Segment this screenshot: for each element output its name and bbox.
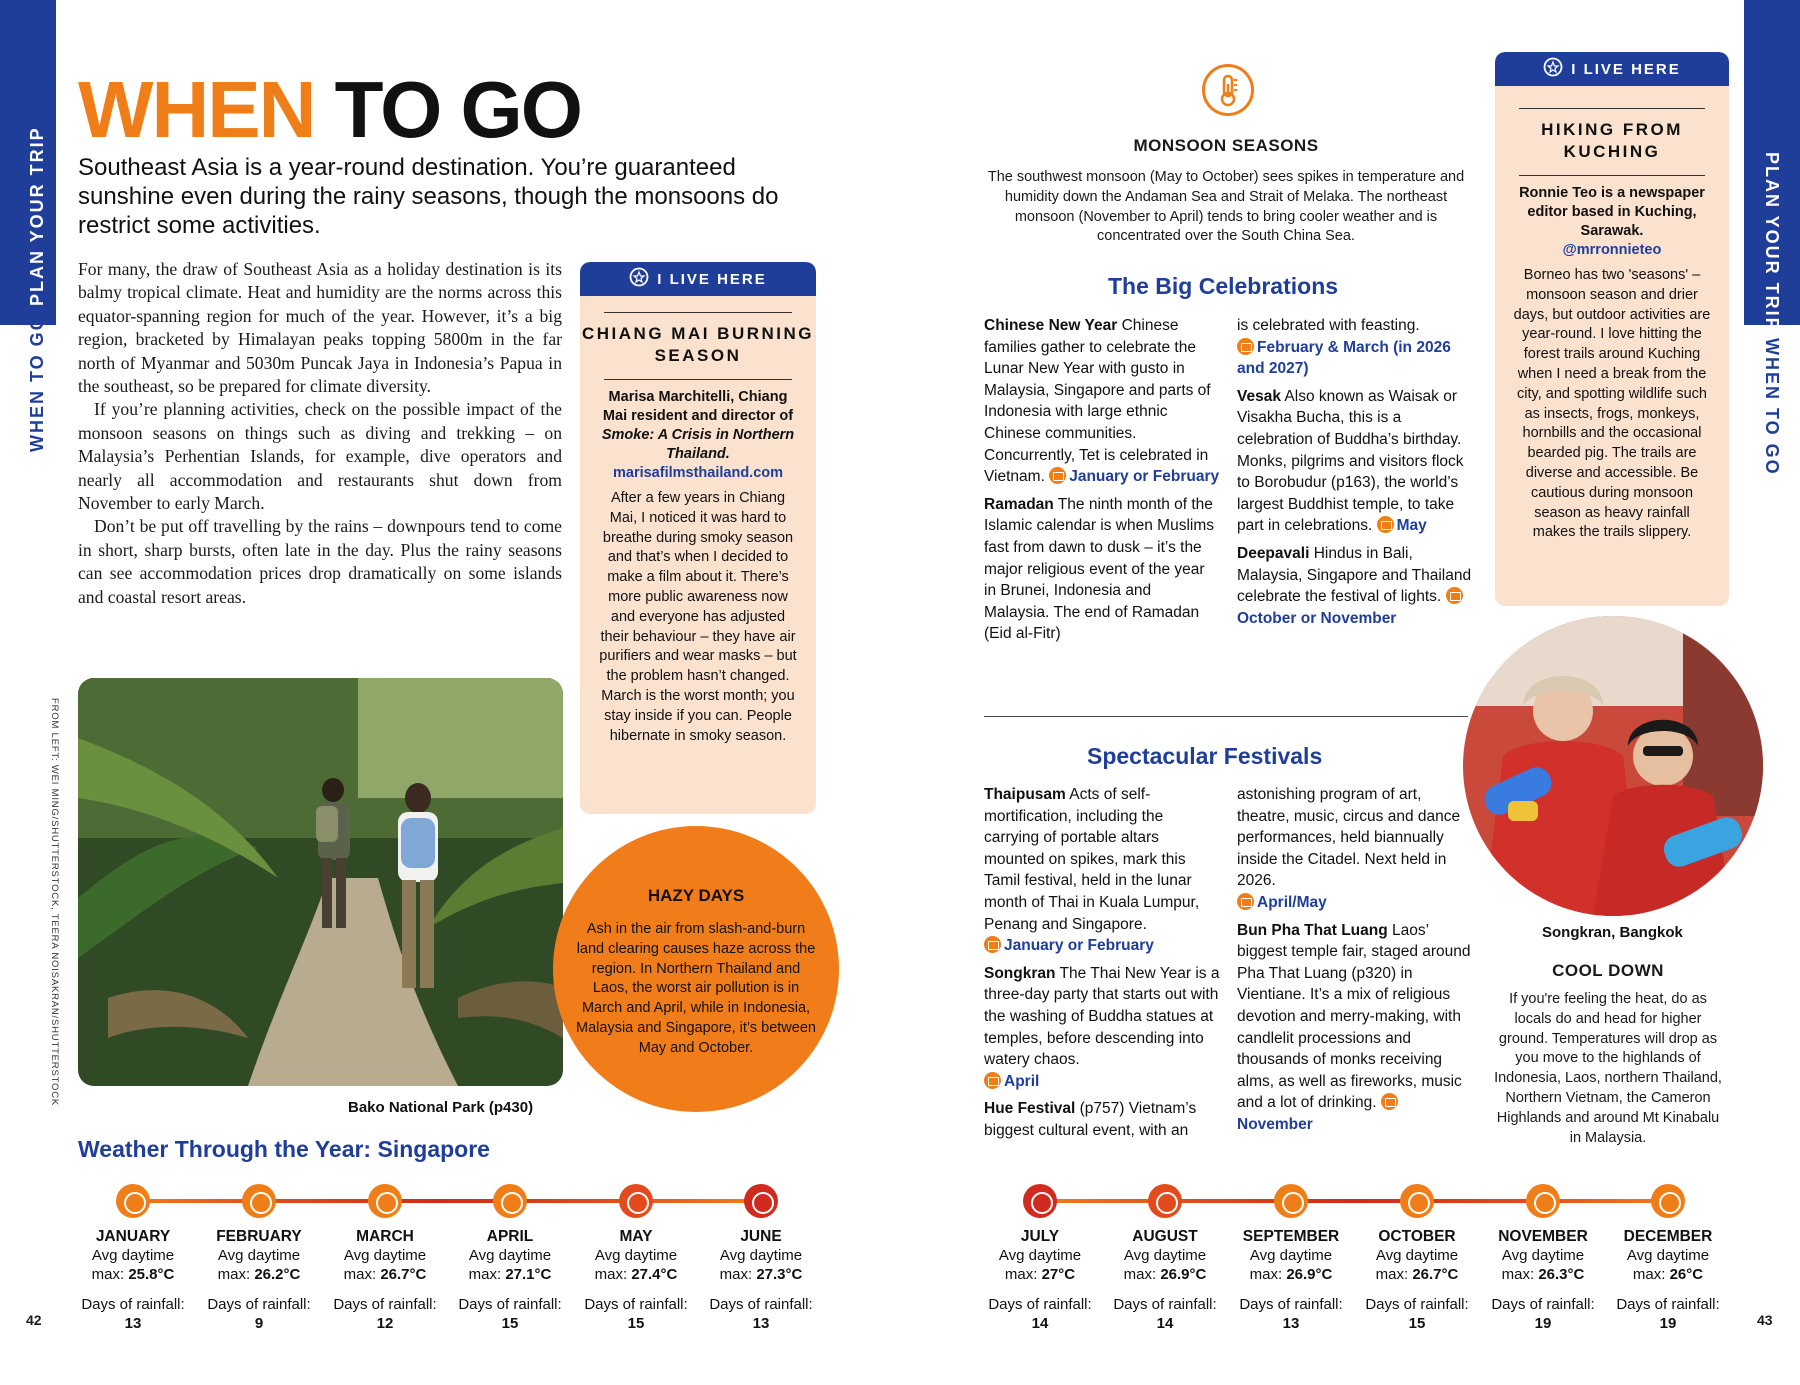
weather-heading: Weather Through the Year: Singapore [78,1136,490,1162]
calendar-icon [984,936,1001,953]
temp-label: Avg daytime [1123,1247,1207,1264]
month-name: MARCH [356,1228,414,1245]
film-title: Smoke: A Crisis in Northern Thailand. [601,427,795,462]
card-link[interactable]: marisafilmsthailand.com [612,465,784,481]
hazy-days-circle [553,826,839,1112]
cloud-sun-icon [1400,1184,1434,1218]
month-name: NOVEMBER [1498,1228,1588,1245]
songkran-photo [1463,616,1763,916]
rain-label: Days of rainfall: [333,1295,437,1313]
live-here-card-chiang-mai [580,262,816,814]
month-name: OCTOBER [1378,1228,1456,1245]
card-title: HIKING FROM KUCHING [1541,120,1683,161]
rain-label: Days of rainfall: [207,1295,311,1313]
temp-label: Avg daytime [594,1247,678,1264]
rain-value: 9 [254,1315,264,1333]
event-chinese-new-year: Chinese New Year Chinese families gather to celebrate the Lunar New Year with gusto in Malaysia, Singapore and parts of Indonesia with large ethnic Chinese communities. Concurrently, Tet is celebrated in Vietnam. January or February [984,317,1220,486]
sun-icon [1274,1184,1308,1218]
event-thaipusam: Thaipusam Acts of self-mortification, including the carrying of portable altars mounted on spikes, mark this Tamil festival, held in the lunar month of Thai in Kuala Lumpur, Penang and Singapore. January or February [984,786,1200,955]
month-may [573,1184,699,1334]
section-divider [984,716,1468,717]
cloud-rain-sun-icon [1526,1184,1560,1218]
right-tab-label: PLAN YOUR TRIP [1762,152,1782,332]
temp-value: max: 27.3°C [719,1266,803,1284]
right-section-label: WHEN TO GO [1762,338,1782,476]
card-author: Ronnie Teo is a newspaper editor based in Kuching, Sarawak. [1519,185,1705,239]
card-body: After a few years in Chiang Mai, I noticed it was hard to breathe during smoky season and that’s when I decided to make a film about it. There’s more public awareness now and everyone has adjusted their behaviour – they have air purifiers and wear masks – but the problem hasn’t changed. March is the worst month; you stay inside if you can. People hibernate in smoky season. [599,490,797,744]
live-here-header [1495,52,1729,86]
month-march [322,1184,448,1334]
page-number-right: 43 [1757,1312,1773,1328]
cloud-sun-icon [368,1184,402,1218]
rain-label: Days of rainfall: [1365,1295,1469,1313]
rain-label: Days of rainfall: [988,1295,1092,1313]
title-when: WHEN [78,65,315,154]
month-november [1480,1184,1606,1334]
monsoon-title: MONSOON SEASONS [1133,136,1319,155]
intro-body [78,258,562,609]
rain-label: Days of rainfall: [1113,1295,1217,1313]
rain-label: Days of rainfall: [1491,1295,1595,1313]
calendar-icon [984,1072,1001,1089]
month-september [1228,1184,1354,1334]
temp-label: Avg daytime [343,1247,427,1264]
festivals-col-2 [1237,784,1473,1136]
event-ramadan-cont: is celebrated with feasting. February & March (in 2026 and 2027) [1237,317,1451,378]
event-songkran: Songkran The Thai New Year is a three-day party that starts out with the washing of Buddha statues at temples, before descending into watery chaos. April [984,964,1220,1090]
rain-value: 19 [1659,1315,1677,1333]
hazy-body: Ash in the air from slash-and-burn land clearing causes haze across the region. In Northern Thailand and Laos, the worst air pollution is in March and April, while in Indonesia, Malaysia and Singapore, it’s between May and October. [576,921,816,1056]
rain-value: 12 [376,1315,394,1333]
temp-value: max: 26.7°C [1375,1266,1459,1284]
temp-label: Avg daytime [1249,1247,1333,1264]
card-rule [604,379,792,380]
photo-credit: FROM LEFT: WEI MING/SHUTTERSTOCK, TEERA NOISAKRAN/SHUTTERSTOCK [49,698,60,1107]
page-title [78,65,581,154]
card-rule [604,312,792,313]
photo-caption: Bako National Park (p430) [348,1099,534,1116]
month-october [1354,1184,1480,1334]
cool-down-title: COOL DOWN [1552,961,1664,980]
title-to-go: TO GO [334,65,581,154]
temp-label: Avg daytime [1501,1247,1585,1264]
rain-value: 13 [1282,1315,1300,1333]
month-name: JULY [1020,1228,1060,1245]
rain-value: 14 [1156,1315,1174,1333]
cloud-rain-sun-icon [1651,1184,1685,1218]
rain-label: Days of rainfall: [1616,1295,1720,1313]
rain-value: 13 [752,1315,770,1333]
page-number-left: 42 [26,1312,42,1328]
month-name: FEBRUARY [216,1228,302,1245]
month-april [447,1184,573,1334]
month-august [1102,1184,1228,1334]
rain-value: 19 [1534,1315,1552,1333]
temp-label: Avg daytime [719,1247,803,1264]
hazy-title: HAZY DAYS [647,886,745,905]
sun-icon [744,1184,778,1218]
event-bun-pha-that-luang: Bun Pha That Luang Laos’ biggest temple fair, staged around Pha That Luang (p320) in Vientiane. It’s a mix of religious devotion and merry-making, with candlelit processions and thousands of monks receiving alms, as well as fireworks, music and a lot of drinking. November [1237,921,1471,1133]
calendar-icon [1381,1093,1398,1110]
event-hue-festival: Hue Festival (p757) Vietnam’s biggest cultural event, with an [984,1100,1197,1139]
card-author [580,388,816,464]
sun-icon [619,1184,653,1218]
cool-down-body: If you're feeling the heat, do as locals do and head for higher ground. Temperatures will drop as you move to the highlands of Indonesia, Laos, northern Thailand, Northern Vietnam, the Cameron Highlands and around Mt Kinabalu in Malaysia. [1494,991,1722,1146]
monsoon-body: The southwest monsoon (May to October) sees spikes in temperature and humidity down the Andaman Sea and Strait of Melaka. The northeast monsoon (November to April) tends to bring cooler weather and is concentrated over the South China Sea. [987,169,1465,245]
body-paragraph-3: Don’t be put off travelling by the rains – downpours tend to come in short, sharp bursts, often late in the day. Plus the rainy seasons can see accommodation prices drop dramatically on some islands and coastal resort areas. [78,516,562,607]
temp-value: max: 27°C [1004,1266,1076,1284]
calendar-icon [1237,893,1254,910]
temp-value: max: 26°C [1632,1266,1704,1284]
month-name: JANUARY [95,1228,171,1245]
calendar-icon [1049,467,1066,484]
cloud-rain-sun-icon [116,1184,150,1218]
temp-value: max: 26.9°C [1249,1266,1333,1284]
rain-value: 14 [1031,1315,1049,1333]
card-title: CHIANG MAI BURNING SEASON [582,324,814,365]
temp-value: max: 27.4°C [594,1266,678,1284]
temp-label: Avg daytime [217,1247,301,1264]
rain-label: Days of rainfall: [1239,1295,1343,1313]
rain-label: Days of rainfall: [584,1295,688,1313]
temp-value: max: 26.9°C [1123,1266,1207,1284]
rain-label: Days of rainfall: [709,1295,813,1313]
month-december [1605,1184,1731,1334]
sun-icon [1148,1184,1182,1218]
temp-label: Avg daytime [1626,1247,1710,1264]
live-here-label: I LIVE HERE [1571,60,1681,78]
festivals-col-1 [984,784,1220,1142]
card-rule [1519,175,1705,176]
temp-label: Avg daytime [1375,1247,1459,1264]
bako-national-park-photo [78,678,563,1086]
badge-icon [629,267,649,291]
rain-value: 15 [627,1315,645,1333]
sun-icon [1023,1184,1057,1218]
body-paragraph-2: If you’re planning activities, check on the possible impact of the monsoon seasons on things such as diving and trekking – on Malaysia’s Perhentian Islands, for example, dive operators and nearly all accommodation and restaurants shut down from November to early March. [78,399,562,514]
rain-label: Days of rainfall: [81,1295,185,1313]
temp-value: max: 26.7°C [343,1266,427,1284]
month-name: JUNE [740,1228,782,1245]
celebrations-col-2 [1237,315,1473,629]
rain-label: Days of rainfall: [458,1295,562,1313]
month-name: DECEMBER [1623,1228,1713,1245]
month-name: AUGUST [1132,1228,1198,1245]
left-tab-label: PLAN YOUR TRIP [27,126,47,306]
month-name: MAY [619,1228,653,1245]
calendar-icon [1237,338,1254,355]
temp-label: Avg daytime [998,1247,1082,1264]
live-here-header [580,262,816,296]
live-here-label: I LIVE HERE [657,270,767,288]
live-here-card-kuching [1495,52,1729,606]
event-ramadan: Ramadan The ninth month of the Islamic calendar is when Muslims fast from dawn to dusk – it’s the major religious event of the year in Brunei, Indonesia and Malaysia. The end of Ramadan (Eid al-Fitr) [984,495,1214,643]
month-name: SEPTEMBER [1242,1228,1340,1245]
cloud-sun-icon [493,1184,527,1218]
card-link[interactable]: @mrronnieteo [1562,242,1662,258]
card-rule [1519,108,1705,109]
badge-icon [1543,57,1563,81]
author-text: Marisa Marchitelli, Chiang Mai resident and director of [602,389,794,424]
cloud-sun-icon [242,1184,276,1218]
celebrations-col-1 [984,315,1220,645]
temp-value: max: 26.2°C [217,1266,301,1284]
celebrations-heading: The Big Celebrations [1108,273,1339,299]
month-february [196,1184,322,1334]
month-june [698,1184,824,1334]
rain-value: 13 [124,1315,142,1333]
left-section-label: WHEN TO GO [27,314,47,452]
thermometer-icon [1202,64,1254,116]
temp-value: max: 25.8°C [91,1266,175,1284]
temp-value: max: 26.3°C [1501,1266,1585,1284]
calendar-icon [1446,587,1463,604]
body-paragraph-1: For many, the draw of Southeast Asia as a holiday destination is its balmy tropical climate. Heat and humidity are the norms across this equator-spanning region for much of the year. However, it’s a big region, bracketed by Himalayan peaks topping 5800m in the far north of Myanmar and 5030m Puncak Jaya in Indonesia’s Papua in the southeast, so be prepared for climate diversity. [78,259,562,397]
event-vesak: Vesak Also known as Waisak or Visakha Bucha, this is a celebration of Buddha’s birthday. Monks, pilgrims and visitors flock to Borobudur (p163), the world’s largest Buddhist temple, to take part in celebrations. May [1237,387,1464,535]
rain-value: 15 [501,1315,519,1333]
month-january [70,1184,196,1334]
festivals-heading: Spectacular Festivals [1087,743,1323,769]
temp-label: Avg daytime [91,1247,175,1264]
lede-paragraph: Southeast Asia is a year-round destination. You’re guaranteed sunshine even during the rainy seasons, though the monsoons do restrict some activities. [78,154,779,239]
event-deepavali: Deepavali Hindus in Bali, Malaysia, Singapore and Thailand celebrate the festival of lights. October or November [1237,544,1472,627]
temp-label: Avg daytime [468,1247,552,1264]
event-hue-cont: astonishing program of art, theatre, music, circus and dance performances, held biannually inside the Citadel. Next held in 2026. April/May [1237,786,1461,911]
month-name: APRIL [486,1228,534,1245]
month-july [977,1184,1103,1334]
card-body: Borneo has two 'seasons' – monsoon season and drier days, but outdoor activities are year-round. I love hitting the forest trails around Kuching when I need a break from the city, and spotting wildlife such as insects, frogs, monkeys, hornbills and the occasional bearded pig. The trails are diverse and accessible. Be cautious during monsoon season as heavy rainfall makes the trails slippery. [1513,267,1711,541]
calendar-icon [1377,516,1394,533]
rain-value: 15 [1408,1315,1426,1333]
songkran-caption: Songkran, Bangkok [1542,924,1683,941]
temp-value: max: 27.1°C [468,1266,552,1284]
